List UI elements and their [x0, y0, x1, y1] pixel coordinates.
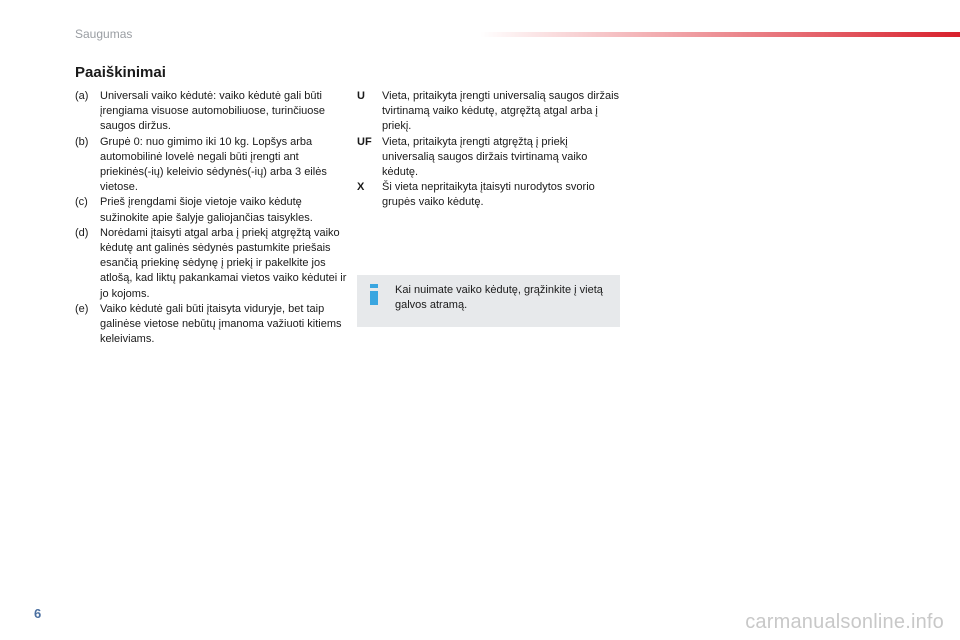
info-icon	[370, 284, 378, 304]
legend-text: Ši vieta nepritaikyta įtaisyti nurodytos svorio grupės vaiko kėdutę.	[382, 181, 595, 209]
note-key: (e)	[75, 302, 89, 315]
note-text: Vaiko kėdutė gali būti įtaisyta viduryje, bet taip galinėse vietose nebūtų įmanoma važiuoti kitiems keleiviams.	[100, 302, 342, 346]
note-item	[75, 89, 347, 135]
page-heading: Paaiškinimai	[75, 64, 166, 81]
note-text: Grupė 0: nuo gimimo iki 10 kg. Lopšys arba automobilinė lovelė negali būti įrengti ant priekinės(-ių) keleivio sėdynės(-ių) arba 3 eilės vietose.	[100, 135, 327, 194]
note-key: (b)	[75, 135, 89, 148]
note-text: Universali vaiko kėdutė: vaiko kėdutė gali būti įrengiama visuose automobiliuose, turinčiuose saugos diržus.	[100, 90, 326, 133]
legend-text: Vieta, pritaikyta įrengti universalią saugos diržais tvirtinamą vaiko kėdutę, atgręžtą atgal arba į priekį.	[382, 90, 620, 133]
note-item	[75, 226, 347, 302]
legend-key: X	[357, 181, 365, 194]
watermark: carmanualsonline.info	[745, 611, 944, 633]
legend-list	[357, 89, 622, 211]
info-text: Kai nuimate vaiko kėdutę, grąžinkite į vietą galvos atramą.	[395, 284, 603, 312]
legend-item	[357, 180, 622, 210]
note-key: (d)	[75, 226, 89, 239]
notes-list	[75, 89, 347, 347]
legend-text: Vieta, pritaikyta įrengti atgręžtą į priekį universalią saugos diržais tvirtinamą vaiko kėdutę.	[382, 135, 588, 179]
legend-item	[357, 89, 622, 135]
legend-key: UF	[357, 135, 372, 148]
note-item	[75, 195, 347, 225]
note-text: Prieš įrengdami šioje vietoje vaiko kėdutę sužinokite apie šalyje galiojančias taisykles.	[100, 196, 313, 224]
note-text: Norėdami įtaisyti atgal arba į priekį atgręžtą vaiko kėdutę ant galinės sėdynės pastumkite priešais esančią priekinę sėdynę į priekį ir pakelkite jos atlošą, kad liktų pakankamai vietos vaiko kėdutei ir jo kojoms.	[100, 226, 347, 300]
header-accent-line	[480, 32, 960, 37]
section-title: Saugumas	[75, 27, 133, 41]
note-item	[75, 135, 347, 196]
info-box	[357, 275, 620, 327]
note-key: (a)	[75, 90, 89, 102]
note-item	[75, 302, 347, 348]
page-number: 6	[34, 606, 42, 621]
legend-key: U	[357, 90, 365, 102]
legend-item	[357, 135, 622, 181]
note-key: (c)	[75, 196, 88, 209]
